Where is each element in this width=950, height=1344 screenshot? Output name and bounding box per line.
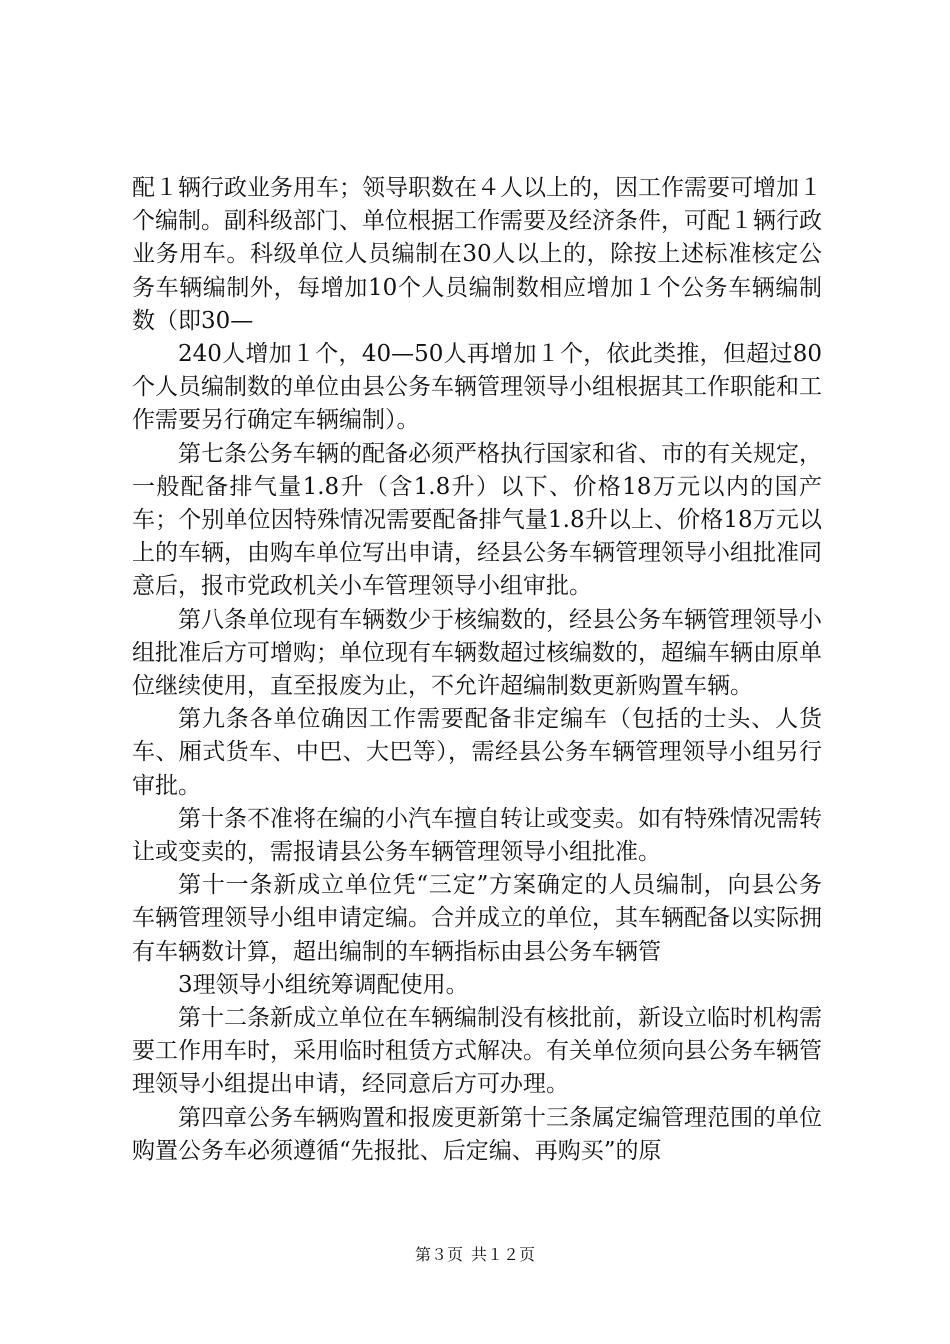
page-footer bbox=[0, 1245, 950, 1265]
paragraph-article-8: 第八条单位现有车辆数少于核编数的，经县公务车辆管理领导小组批准后方可增购；单位现有车辆数超过核编数的，超编车辆由原单位继续使用，直至报废为止，不允许超编制数更新购置车辆。 bbox=[132, 606, 822, 700]
paragraph-1: 配１辆行政业务用车；领导职数在４人以上的，因工作需要可增加１个编制。副科级部门、单位根据工作需要及经济条件，可配１辆行政业务用车。科级单位人员编制在30人以上的，除按上述标准核定公务车辆编制外，每增加10个人员编制数相应增加１个公务车辆编制数（即30— bbox=[132, 175, 822, 334]
paragraph-chapter-4: 第四章公务车辆购置和报废更新第十三条属定编管理范围的单位购置公务车必须遵循“先报批、后定编、再购买”的原 bbox=[132, 1104, 822, 1164]
paragraph-article-10: 第十条不准将在编的小汽车擅自转让或变卖。如有特殊情况需转让或变卖的，需报请县公务车辆管理领导小组批准。 bbox=[132, 805, 822, 866]
page-number: 第３页 bbox=[414, 1245, 463, 1264]
document-body bbox=[132, 172, 822, 1168]
paragraph-article-9: 第九条各单位确因工作需要配备非定编车（包括的士头、人货车、厢式货车、中巴、大巴等），需经县公务车辆管理领导小组另行审批。 bbox=[132, 706, 822, 799]
paragraph-article-12: 第十二条新成立单位在车辆编制没有核批前，新设立临时机构需要工作用车时，采用临时租赁方式解决。有关单位须向县公务车辆管理领导小组提出申请，经同意后方可办理。 bbox=[132, 1005, 822, 1098]
page-total: 共１２页 bbox=[471, 1245, 536, 1264]
paragraph-article-11-continued: 3理领导小组统筹调配使用。 bbox=[178, 971, 469, 998]
paragraph-article-11: 第十一条新成立单位凭“三定”方案确定的人员编制，向县公务车辆管理领导小组申请定编。合并成立的单位，其车辆配备以实际拥有车辆数计算，超出编制的车辆指标由县公务车辆管 bbox=[132, 872, 822, 965]
paragraph-article-7: 第七条公务车辆的配备必须严格执行国家和省、市的有关规定，一般配备排气量1.8升（含1.8升）以下、价格18万元以内的国产车；个别单位因特殊情况需要配备排气量1.8升以上、价格18万元以上的车辆，由购车单位写出申请，经县公务车辆管理领导小组批准同意后，报市党政机关小车管理领导小组审批。 bbox=[132, 440, 822, 600]
paragraph-2: 240人增加１个，40—50人再增加１个，依此类推，但超过80个人员编制数的单位由县公务车辆管理领导小组根据其工作职能和工作需要另行确定车辆编制）。 bbox=[132, 341, 822, 434]
